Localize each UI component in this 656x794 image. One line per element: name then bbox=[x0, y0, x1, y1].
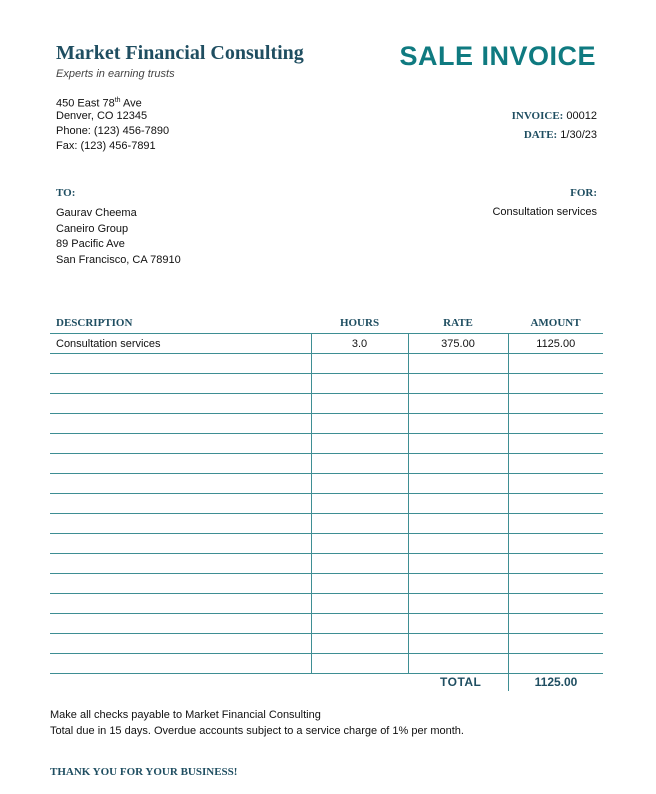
description-cell bbox=[50, 394, 311, 414]
description-cell bbox=[50, 454, 311, 474]
description-cell bbox=[50, 434, 311, 454]
rate-cell bbox=[408, 614, 508, 634]
description-cell bbox=[50, 594, 311, 614]
hours-cell bbox=[311, 374, 408, 394]
rate-cell bbox=[408, 474, 508, 494]
description-cell bbox=[50, 534, 311, 554]
column-header-hours: HOURS bbox=[311, 307, 408, 334]
hours-cell bbox=[311, 394, 408, 414]
rate-cell bbox=[408, 414, 508, 434]
hours-cell bbox=[311, 454, 408, 474]
company-name: Market Financial Consulting bbox=[56, 42, 304, 64]
invoice-title: SALE INVOICE bbox=[399, 41, 596, 71]
table-row bbox=[50, 434, 603, 454]
hours-cell bbox=[311, 554, 408, 574]
hours-cell bbox=[311, 574, 408, 594]
column-header-rate: RATE bbox=[408, 307, 508, 334]
amount-cell bbox=[508, 574, 603, 594]
table-row bbox=[50, 474, 603, 494]
bill-to-address bbox=[56, 206, 181, 268]
hours-cell bbox=[311, 414, 408, 434]
description-cell bbox=[50, 634, 311, 654]
rate-cell: 375.00 bbox=[408, 334, 508, 354]
to-name: Gaurav Cheema bbox=[56, 207, 137, 219]
table-row bbox=[50, 614, 603, 634]
rate-cell bbox=[408, 454, 508, 474]
hours-cell: 3.0 bbox=[311, 334, 408, 354]
company-address-line2: Denver, CO 12345 bbox=[56, 110, 148, 122]
rate-cell bbox=[408, 434, 508, 454]
column-header-description: DESCRIPTION bbox=[50, 307, 311, 334]
rate-cell bbox=[408, 514, 508, 534]
amount-cell: 1125.00 bbox=[508, 334, 603, 354]
payable-note: Make all checks payable to Market Financial Consulting bbox=[50, 709, 321, 721]
company-tagline: Experts in earning trusts bbox=[56, 68, 175, 80]
terms-note: Total due in 15 days. Overdue accounts subject to a service charge of 1% per month. bbox=[50, 725, 464, 737]
table-header-row bbox=[50, 307, 603, 334]
description-cell bbox=[50, 554, 311, 574]
amount-cell bbox=[508, 454, 603, 474]
amount-cell bbox=[508, 394, 603, 414]
thank-you-message: THANK YOU FOR YOUR BUSINESS! bbox=[50, 766, 238, 778]
total-value: 1125.00 bbox=[534, 675, 578, 689]
description-cell bbox=[50, 474, 311, 494]
amount-cell bbox=[508, 474, 603, 494]
table-row bbox=[50, 334, 603, 354]
table-row bbox=[50, 374, 603, 394]
invoice-number: INVOICE: 00012 bbox=[511, 110, 597, 122]
for-label: FOR: bbox=[570, 187, 597, 199]
hours-cell bbox=[311, 494, 408, 514]
for-value: Consultation services bbox=[492, 206, 597, 218]
amount-cell bbox=[508, 534, 603, 554]
description-cell bbox=[50, 374, 311, 394]
hours-cell bbox=[311, 634, 408, 654]
amount-cell bbox=[508, 594, 603, 614]
amount-cell bbox=[508, 414, 603, 434]
rate-cell bbox=[408, 374, 508, 394]
description-cell bbox=[50, 654, 311, 674]
total-label: TOTAL bbox=[440, 675, 482, 689]
company-phone: Phone: (123) 456-7890 bbox=[56, 125, 170, 137]
to-street: 89 Pacific Ave bbox=[56, 238, 125, 250]
table-row bbox=[50, 654, 603, 674]
rate-cell bbox=[408, 554, 508, 574]
table-row bbox=[50, 594, 603, 614]
rate-cell bbox=[408, 654, 508, 674]
rate-cell bbox=[408, 574, 508, 594]
rate-cell bbox=[408, 354, 508, 374]
amount-cell bbox=[508, 614, 603, 634]
rate-cell bbox=[408, 394, 508, 414]
to-company: Caneiro Group bbox=[56, 222, 129, 235]
table-row bbox=[50, 634, 603, 654]
amount-cell bbox=[508, 514, 603, 534]
hours-cell bbox=[311, 654, 408, 674]
description-cell bbox=[50, 614, 311, 634]
invoice-date: DATE: 1/30/23 bbox=[523, 129, 597, 141]
table-row bbox=[50, 514, 603, 534]
description-cell bbox=[50, 494, 311, 514]
hours-cell bbox=[311, 474, 408, 494]
amount-cell bbox=[508, 554, 603, 574]
column-header-amount: AMOUNT bbox=[508, 307, 603, 334]
description-cell bbox=[50, 414, 311, 434]
description-cell: Consultation services bbox=[50, 334, 311, 354]
rate-cell bbox=[408, 534, 508, 554]
table-row bbox=[50, 554, 603, 574]
amount-cell bbox=[508, 634, 603, 654]
rate-cell bbox=[408, 494, 508, 514]
rate-cell bbox=[408, 594, 508, 614]
amount-cell bbox=[508, 434, 603, 454]
table-row bbox=[50, 454, 603, 474]
hours-cell bbox=[311, 614, 408, 634]
company-address-line1: 450 East 78th Ave bbox=[56, 97, 142, 110]
description-cell bbox=[50, 514, 311, 534]
table-row bbox=[50, 414, 603, 434]
amount-cell bbox=[508, 654, 603, 674]
amount-cell bbox=[508, 494, 603, 514]
hours-cell bbox=[311, 354, 408, 374]
line-items-table bbox=[50, 307, 603, 674]
hours-cell bbox=[311, 534, 408, 554]
rate-cell bbox=[408, 634, 508, 654]
hours-cell bbox=[311, 514, 408, 534]
table-row bbox=[50, 574, 603, 594]
hours-cell bbox=[311, 434, 408, 454]
amount-cell bbox=[508, 354, 603, 374]
table-row bbox=[50, 494, 603, 514]
table-row bbox=[50, 354, 603, 374]
to-label: TO: bbox=[56, 187, 76, 199]
company-fax: Fax: (123) 456-7891 bbox=[56, 140, 156, 152]
table-row bbox=[50, 534, 603, 554]
description-cell bbox=[50, 574, 311, 594]
to-city: San Francisco, CA 78910 bbox=[56, 253, 181, 266]
description-cell bbox=[50, 354, 311, 374]
amount-cell bbox=[508, 374, 603, 394]
hours-cell bbox=[311, 594, 408, 614]
table-row bbox=[50, 394, 603, 414]
